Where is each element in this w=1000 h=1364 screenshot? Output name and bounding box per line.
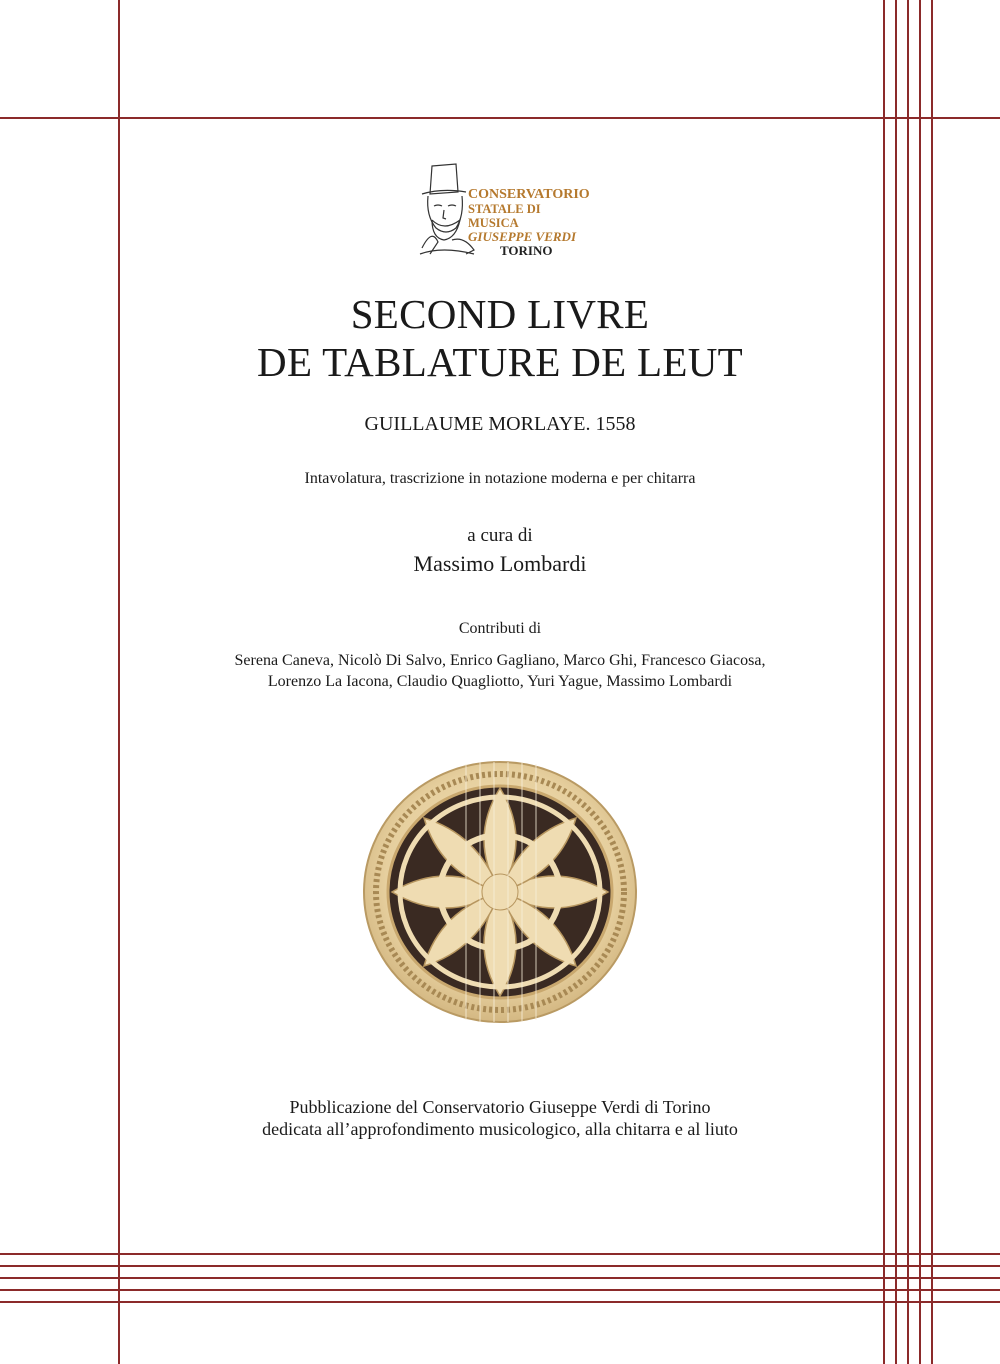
bottom-horizontal-rule	[0, 1289, 1000, 1291]
bottom-horizontal-rule	[0, 1277, 1000, 1279]
bottom-horizontal-rule	[0, 1253, 1000, 1255]
contributors-line: Lorenzo La Iacona, Claudio Quagliotto, Yuri Yague, Massimo Lombardi	[267, 673, 733, 690]
document-description: Intavolatura, trascrizione in notazione moderna e per chitarra	[304, 470, 696, 487]
publication-line: Pubblicazione del Conservatorio Giuseppe Verdi di Torino	[289, 1097, 711, 1117]
document-subtitle: GUILLAUME MORLAYE. 1558	[364, 413, 636, 435]
logo-line: GIUSEPPE VERDI	[468, 229, 576, 244]
logo-wordmark	[468, 188, 592, 258]
title-line: SECOND LIVRE	[350, 291, 650, 337]
rosette-icon	[362, 760, 638, 1024]
lute-rosette-image	[362, 760, 638, 1024]
publication-note	[0, 1096, 1000, 1140]
logo-line: CONSERVATORIO	[468, 187, 590, 202]
editor-label: a cura di	[467, 525, 533, 546]
conservatorio-logo	[412, 158, 592, 258]
contributors-label: Contributi di	[458, 620, 542, 637]
top-horizontal-rule	[0, 117, 1000, 119]
bottom-horizontal-rule	[0, 1265, 1000, 1267]
bottom-horizontal-rule	[0, 1301, 1000, 1303]
document-title	[0, 290, 1000, 386]
contributors-list	[0, 650, 1000, 692]
contributors-line: Serena Caneva, Nicolò Di Salvo, Enrico Gagliano, Marco Ghi, Francesco Giacosa,	[234, 652, 766, 669]
logo-line: STATALE DI MUSICA	[468, 202, 541, 230]
publication-line: dedicata all’approfondimento musicologico, alla chitarra e al liuto	[262, 1119, 738, 1139]
editor-name: Massimo Lombardi	[413, 551, 587, 576]
title-line: DE TABLATURE DE LEUT	[257, 339, 743, 385]
logo-line: TORINO	[500, 243, 553, 258]
